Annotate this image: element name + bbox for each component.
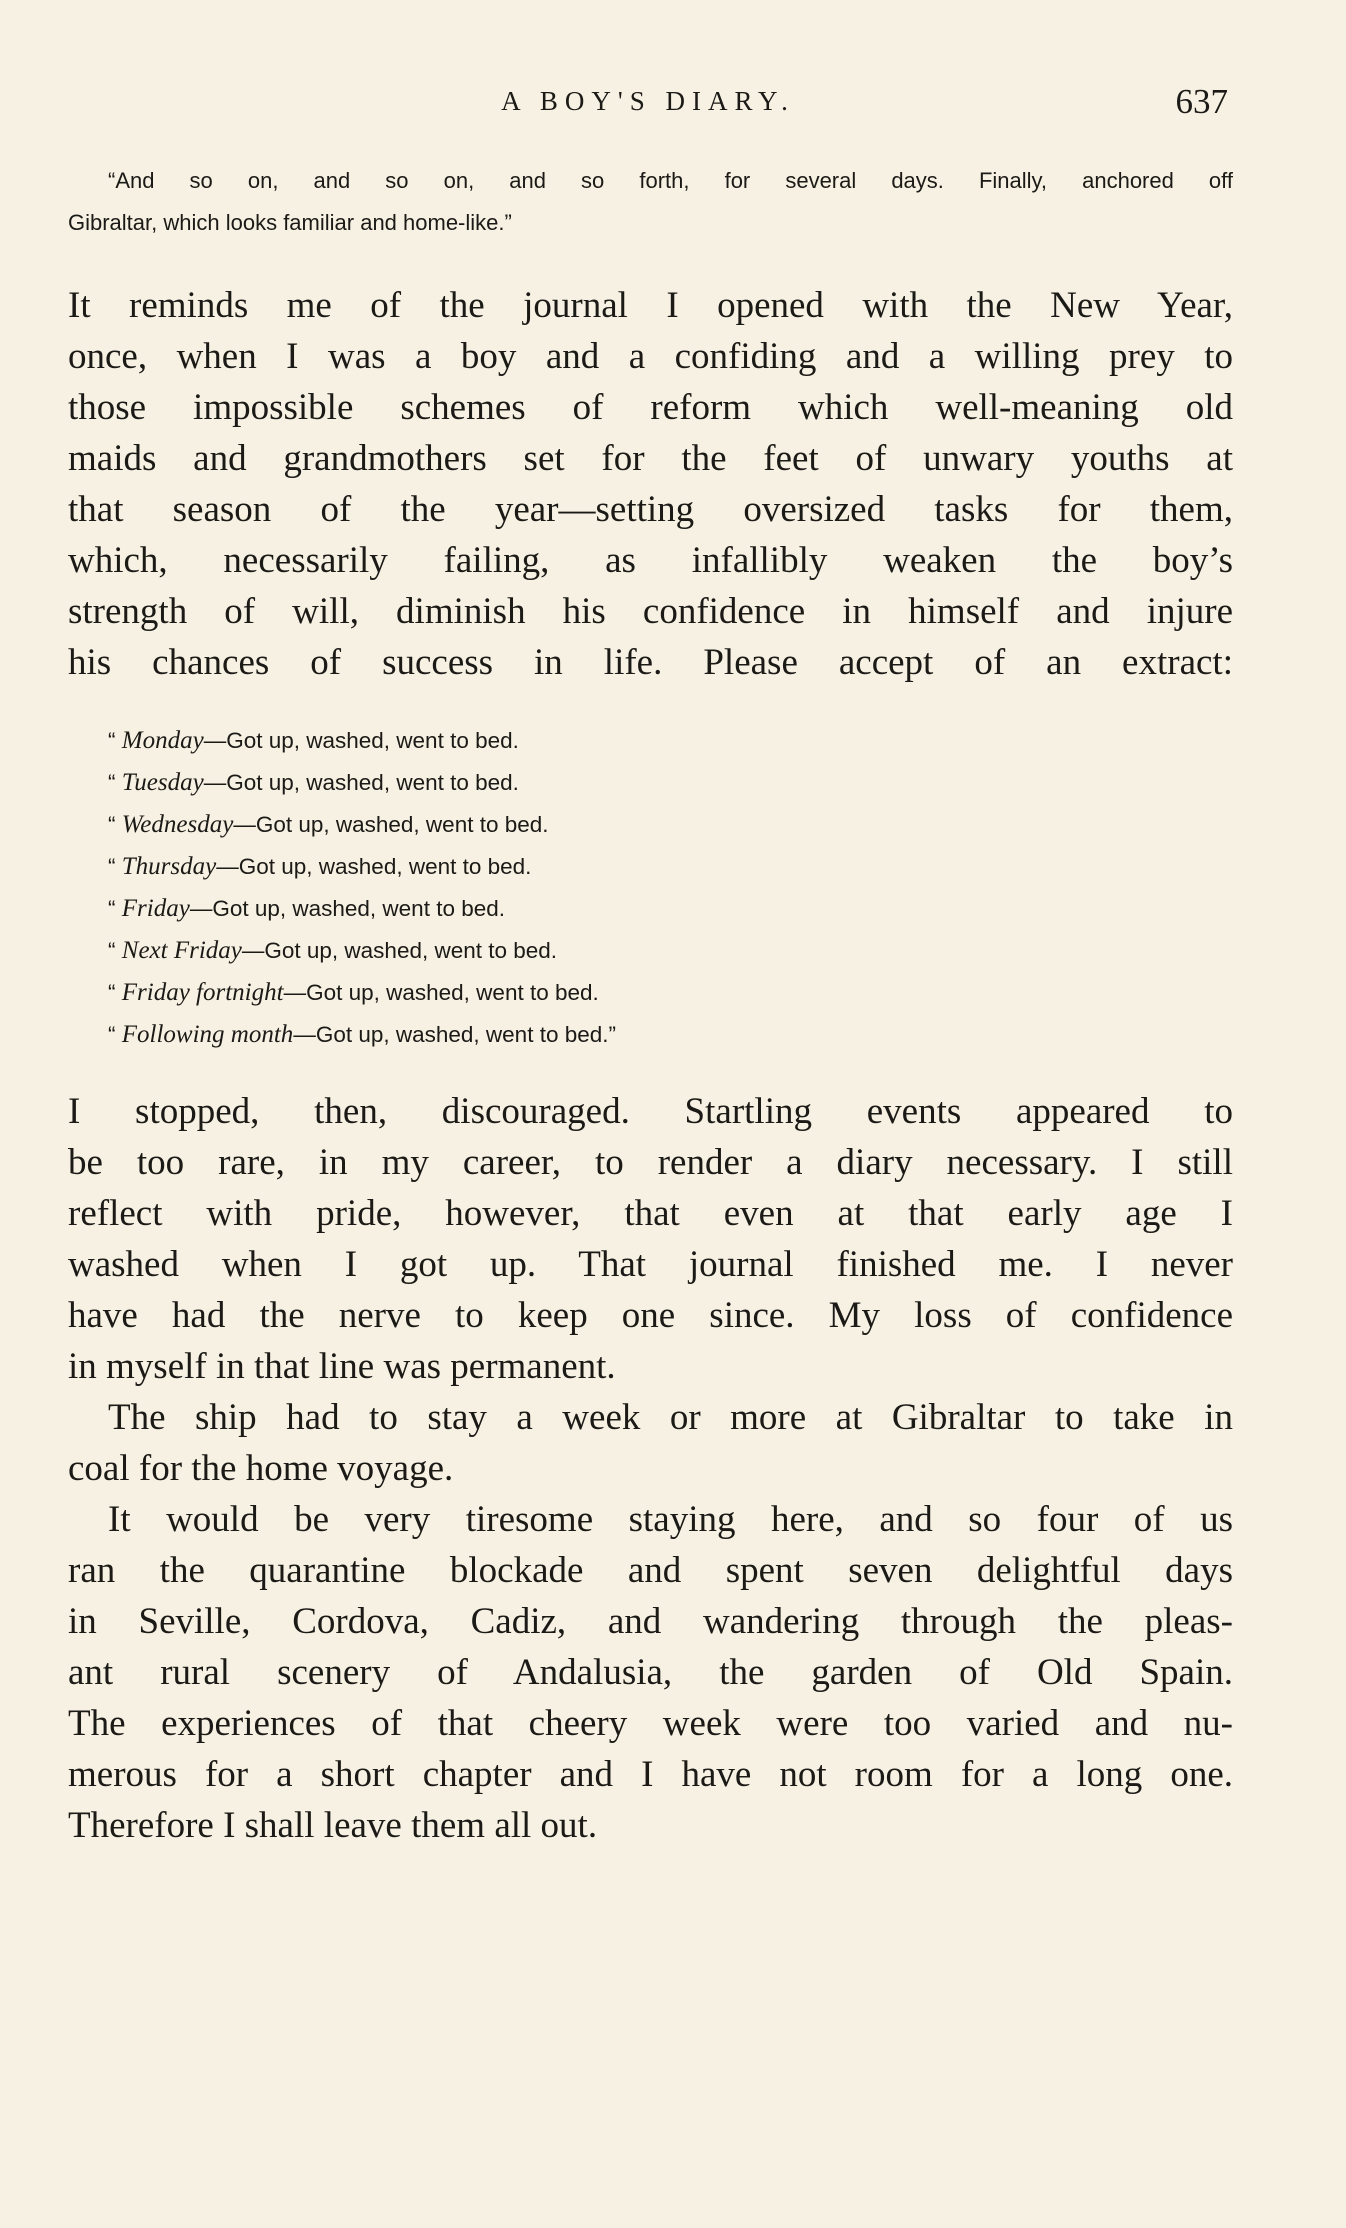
open-quote: “	[108, 938, 116, 963]
diary-entry	[108, 720, 1008, 762]
diary-text: —Got up, washed, went to bed.	[203, 770, 519, 795]
diary-entry	[108, 972, 1008, 1014]
open-quote: “	[108, 1022, 116, 1047]
text-line: have had the nerve to keep one since. My loss of confidence	[68, 1295, 1233, 1336]
open-quote: “	[108, 728, 116, 753]
diary-text: —Got up, washed, went to bed.	[233, 812, 549, 837]
text-line: in Seville, Cordova, Cadiz, and wandering through the pleas-	[68, 1601, 1233, 1642]
paragraph-gibraltar	[68, 1392, 1233, 1494]
diary-entry	[108, 804, 1008, 846]
open-quote: “	[108, 770, 116, 795]
text-line: that season of the year—setting oversized tasks for them,	[68, 489, 1233, 530]
text-line: his chances of success in life. Please accept of an extract:	[68, 642, 1233, 683]
open-quote: “	[108, 896, 116, 921]
text-line: “And so on, and so on, and so forth, for several days. Finally, anchored off	[108, 168, 1233, 193]
diary-day: Monday	[121, 727, 204, 754]
diary-entry	[108, 888, 1008, 930]
running-head	[68, 82, 1228, 122]
diary-extract	[108, 720, 1008, 1056]
text-line: reflect with pride, however, that even at that early age I	[68, 1193, 1233, 1234]
paragraph-andalusia	[68, 1494, 1233, 1851]
open-quote: “	[108, 812, 116, 837]
text-line: It would be very tiresome staying here, and so four of us	[108, 1499, 1233, 1540]
diary-text: —Got up, washed, went to bed.	[216, 854, 532, 879]
paragraph-journal	[68, 280, 1233, 688]
text-line: merous for a short chapter and I have not room for a long one.	[68, 1754, 1233, 1795]
text-line: Therefore I shall leave them all out.	[68, 1805, 598, 1846]
diary-day: Wednesday	[121, 811, 234, 838]
diary-day: Friday	[121, 895, 190, 922]
text-line: be too rare, in my career, to render a diary necessary. I still	[68, 1142, 1233, 1183]
diary-entry	[108, 846, 1008, 888]
text-line: those impossible schemes of reform which well-meaning old	[68, 387, 1233, 428]
diary-day: Thursday	[121, 853, 217, 880]
diary-entry	[108, 1014, 1008, 1056]
diary-day: Next Friday	[121, 937, 242, 964]
open-quote: “	[108, 980, 116, 1005]
text-line: The experiences of that cheery week were too varied and nu-	[68, 1703, 1233, 1744]
text-line: The ship had to stay a week or more at Gibraltar to take in	[108, 1397, 1233, 1438]
diary-text: —Got up, washed, went to bed.	[283, 980, 599, 1005]
text-line: It reminds me of the journal I opened with the New Year,	[68, 285, 1233, 326]
paragraph-discouraged	[68, 1086, 1233, 1392]
diary-day: Friday fortnight	[121, 979, 284, 1006]
text-line: in myself in that line was permanent.	[68, 1346, 616, 1387]
text-line: strength of will, diminish his confidence in himself and injure	[68, 591, 1233, 632]
diary-text: —Got up, washed, went to bed.	[203, 728, 519, 753]
diary-text: —Got up, washed, went to bed.”	[293, 1022, 616, 1047]
text-line: washed when I got up. That journal finished me. I never	[68, 1244, 1233, 1285]
text-line: ran the quarantine blockade and spent seven delightful days	[68, 1550, 1233, 1591]
text-line: ant rural scenery of Andalusia, the garden of Old Spain.	[68, 1652, 1233, 1693]
diary-day: Tuesday	[121, 769, 204, 796]
text-line: which, necessarily failing, as infallibly weaken the boy’s	[68, 540, 1233, 581]
diary-entry	[108, 762, 1008, 804]
text-line: maids and grandmothers set for the feet of unwary youths at	[68, 438, 1233, 479]
text-line: coal for the home voyage.	[68, 1448, 454, 1489]
diary-day: Following month	[121, 1021, 294, 1048]
text-line: I stopped, then, discouraged. Startling events appeared to	[68, 1091, 1233, 1132]
running-title: A BOY'S DIARY.	[501, 86, 795, 116]
text-line: Gibraltar, which looks familiar and home-like.”	[68, 210, 512, 235]
text-line: once, when I was a boy and a confiding and a willing prey to	[68, 336, 1233, 377]
diary-text: —Got up, washed, went to bed.	[241, 938, 558, 963]
open-quote: “	[108, 854, 116, 879]
diary-text: —Got up, washed, went to bed.	[189, 896, 505, 921]
intro-quote	[68, 160, 1233, 244]
diary-entry	[108, 930, 1008, 972]
page-number: 637	[1175, 82, 1228, 121]
